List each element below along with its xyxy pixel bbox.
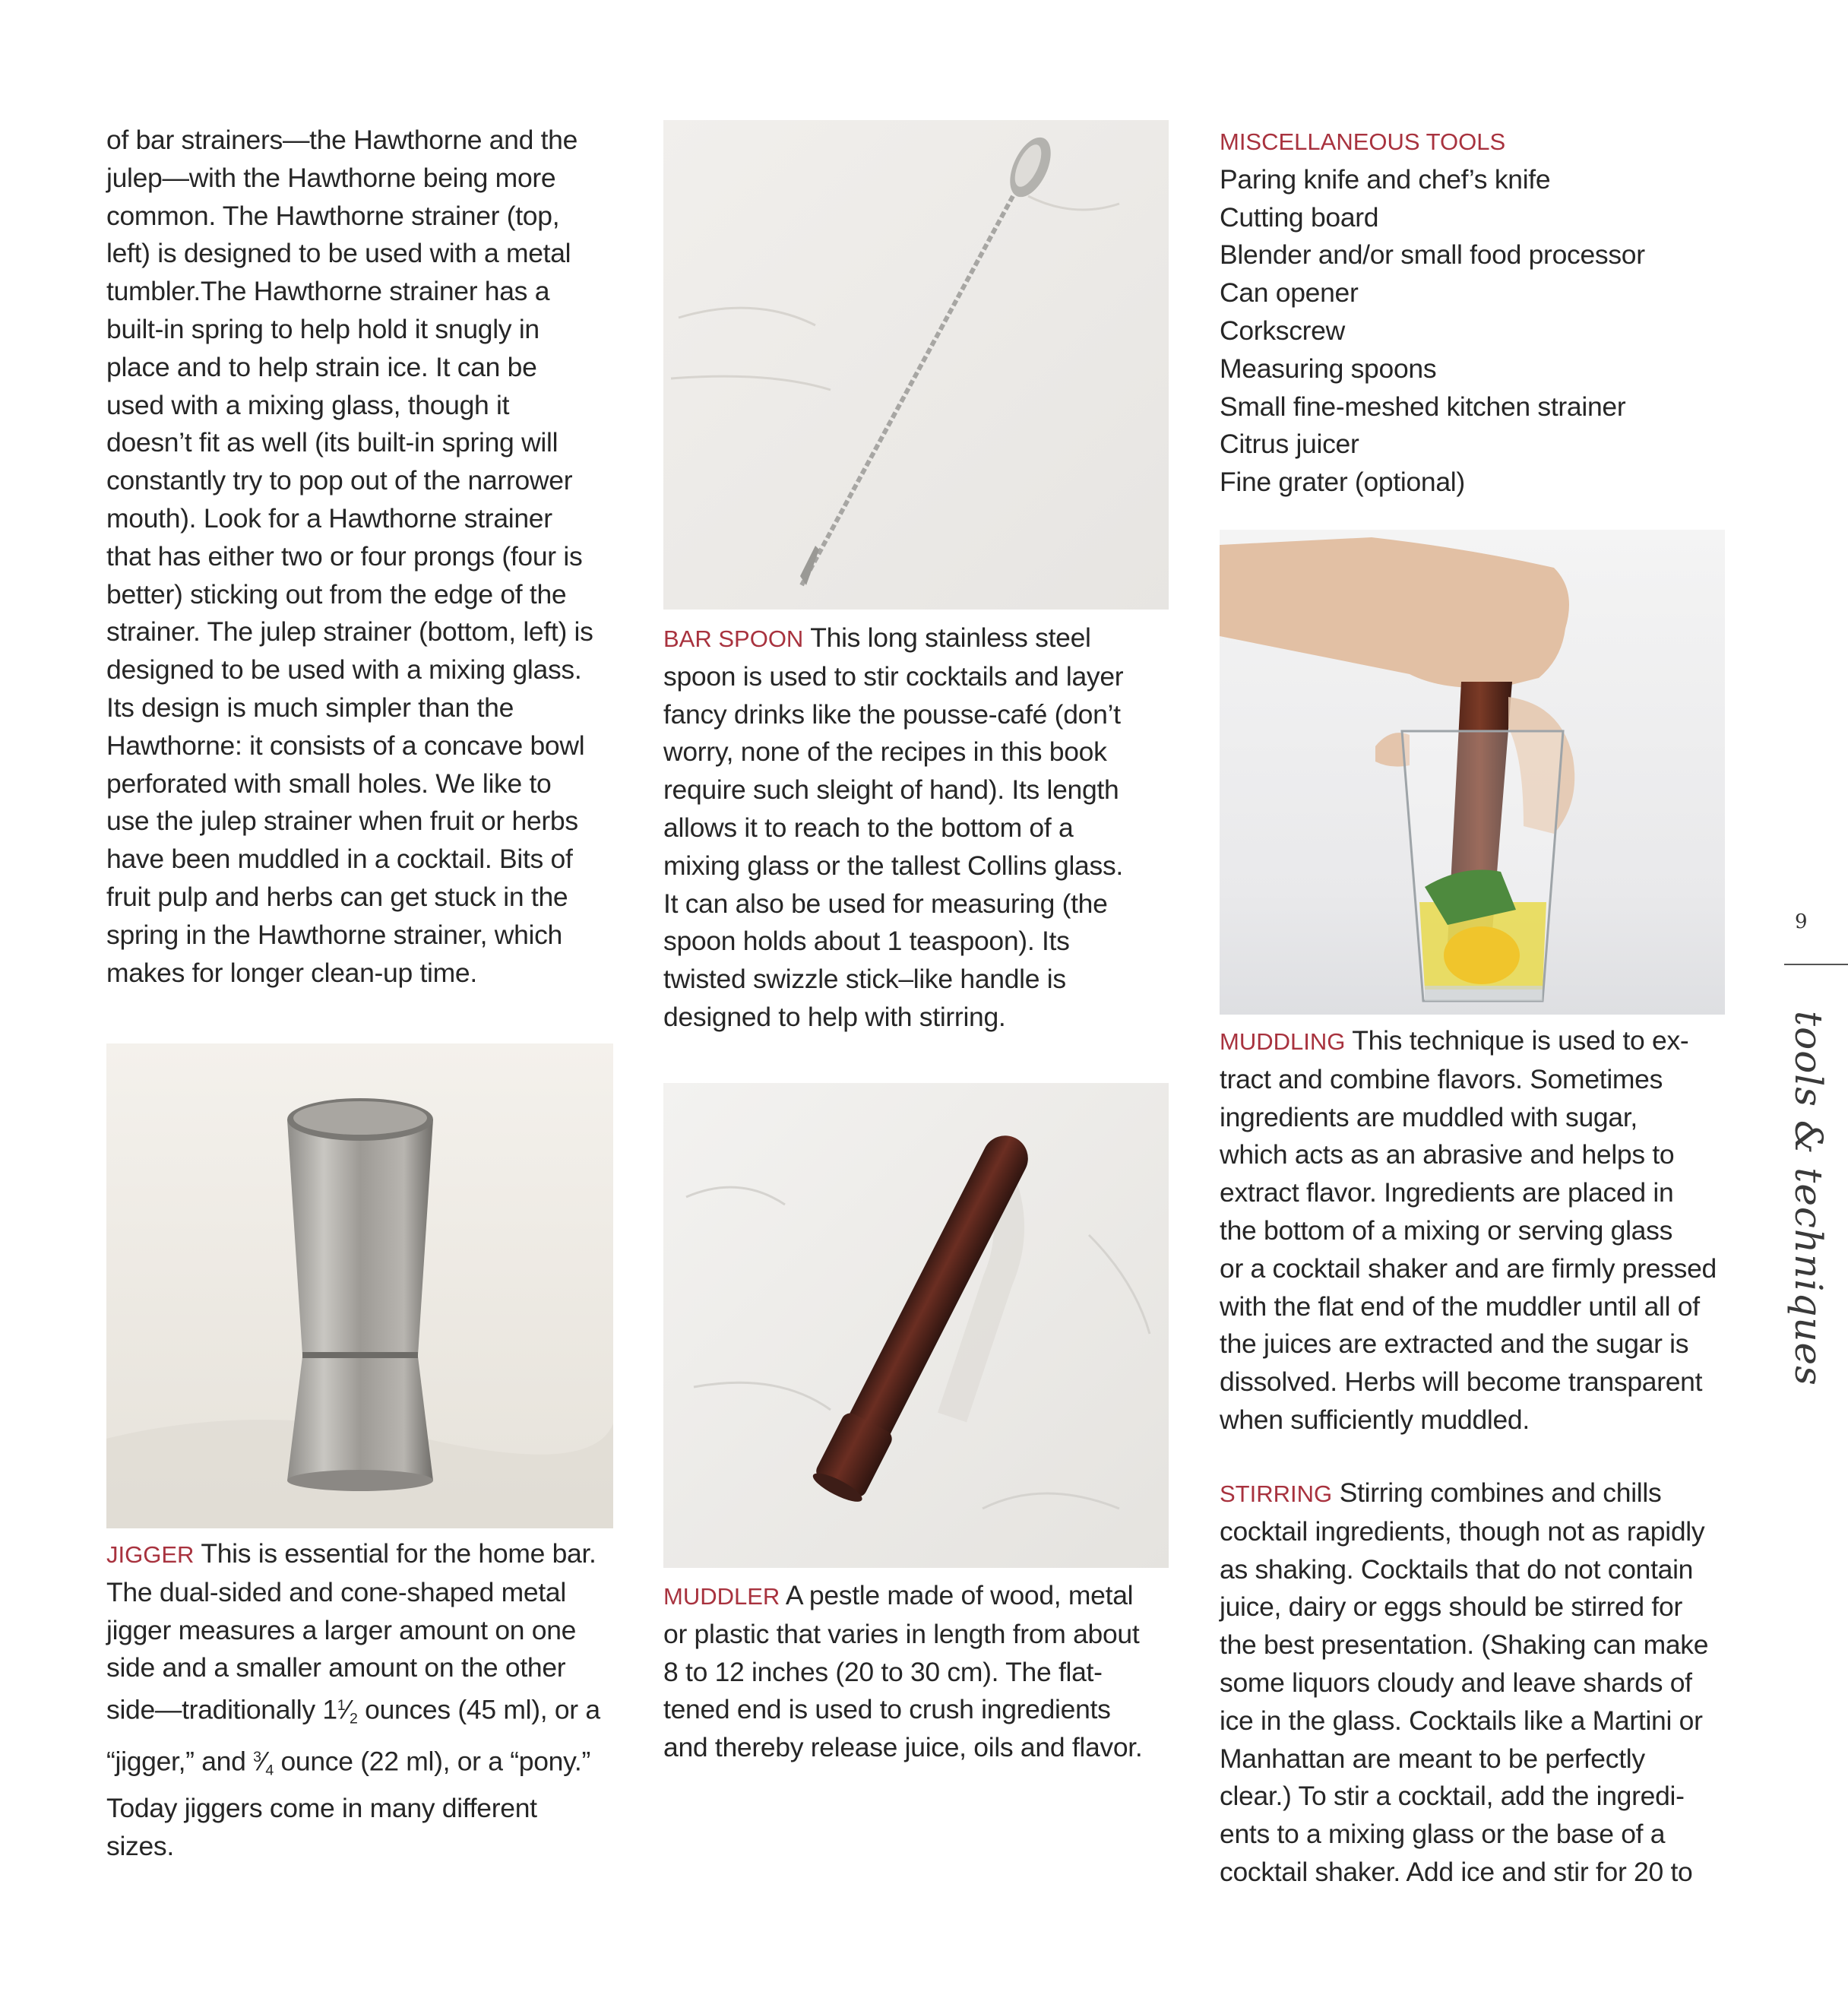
text-line: mixing glass or the tallest Collins glass.: [663, 850, 1123, 881]
jigger-caption: [106, 1535, 623, 1865]
text-line: juice, dairy or eggs should be stirred for: [1220, 1591, 1682, 1623]
list-item: Paring knife and chef’s knife: [1220, 163, 1551, 195]
text-line: doesn’t fit as well (its built-in spring will: [106, 427, 559, 458]
misc-tools-heading: MISCELLANEOUS TOOLS: [1220, 128, 1506, 155]
text-line: [663, 619, 1180, 658]
text-line: and thereby release juice, oils and flavor.: [663, 1732, 1143, 1763]
text-line: makes for longer clean-up time.: [106, 957, 477, 988]
caption-text: ounce (22 ml), or a “pony.”: [273, 1746, 591, 1777]
jigger-heading: JIGGER: [106, 1541, 195, 1568]
text-line: julep—with the Hawthorne being more: [106, 162, 556, 193]
chapter-label: [1786, 1011, 1831, 1386]
stirring-section: [1220, 1474, 1736, 1892]
text-line: tract and combine flavors. Sometimes: [1220, 1063, 1663, 1094]
text-line: some liquors cloudy and leave shards of: [1220, 1667, 1692, 1698]
text-line: The dual-sided and cone-shaped metal: [106, 1576, 566, 1607]
text-line: as shaking. Cocktails that do not contain: [1220, 1553, 1694, 1585]
margin-divider: [1784, 964, 1848, 965]
text-line: mouth). Look for a Hawthorne strainer: [106, 502, 552, 534]
text-line: [663, 1577, 1180, 1616]
caption-text: side—traditionally 1: [106, 1694, 337, 1725]
muddler-caption: [663, 1577, 1180, 1767]
text-line: when sufficiently muddled.: [1220, 1404, 1530, 1435]
caption-text: ounces (45 ml), or a: [357, 1694, 600, 1725]
text-line: require such sleight of hand). Its length: [663, 774, 1119, 806]
text-line: perforated with small holes. We like to: [106, 768, 552, 799]
text-line: which acts as an abrasive and helps to: [1220, 1139, 1675, 1170]
text-line: have been muddled in a cocktail. Bits of: [106, 844, 573, 875]
list-item: Citrus juicer: [1220, 429, 1359, 460]
text-line: spoon is used to stir cocktails and layer: [663, 660, 1124, 692]
text-line: “jigger,” and $^3⁄_4$ ounce (22 ml), or a “pony.”: [106, 1746, 591, 1779]
text-line: of bar strainers—the Hawthorne and the: [106, 125, 578, 155]
text-line: side and a smaller amount on the other: [106, 1652, 566, 1683]
text-line: [1220, 1474, 1736, 1513]
text-line: side—traditionally $1^1⁄_2$ ounces (45 ml), or a: [106, 1694, 600, 1727]
text-line: spring in the Hawthorne strainer, which: [106, 919, 562, 950]
muddler-photo: [663, 1083, 1169, 1568]
text-line: that has either two or four prongs (four is: [106, 540, 583, 572]
left-column-body: [106, 122, 623, 992]
text-line: spoon holds about 1 teaspoon). Its: [663, 926, 1070, 957]
text-line: twisted swizzle stick–like handle is: [663, 964, 1066, 995]
text-line: dissolved. Herbs will become transparent: [1220, 1366, 1703, 1398]
text-line: 8 to 12 inches (20 to 30 cm). The flat-: [663, 1656, 1103, 1687]
text-line: with the flat end of the muddler until all of: [1220, 1290, 1700, 1322]
list-item: Measuring spoons: [1220, 353, 1437, 384]
text-line: better) sticking out from the edge of the: [106, 578, 567, 610]
text-line: constantly try to pop out of the narrower: [106, 465, 573, 496]
caption-text: “jigger,” and: [106, 1746, 254, 1777]
list-item: Fine grater (optional): [1220, 467, 1465, 498]
text-line: worry, none of the recipes in this book: [663, 736, 1107, 768]
text-line: It can also be used for measuring (the: [663, 888, 1108, 919]
text-line: allows it to reach to the bottom of a: [663, 812, 1074, 843]
caption-text: Stirring combines and chills: [1339, 1477, 1662, 1508]
text-line: fancy drinks like the pousse-café (don’t: [663, 698, 1121, 730]
text-line: use the julep strainer when fruit or herbs: [106, 806, 578, 837]
fraction-denominator: 2: [350, 1710, 358, 1727]
caption-text: This is essential for the home bar.: [201, 1538, 596, 1569]
text-line: common. The Hawthorne strainer (top,: [106, 200, 560, 231]
caption-text: This long stainless steel: [810, 622, 1091, 653]
fraction-numerator: 3: [253, 1748, 261, 1765]
jigger-photo: [106, 1043, 613, 1528]
text-line: Manhattan are meant to be perfectly: [1220, 1743, 1645, 1774]
text-line: Its design is much simpler than the: [106, 692, 514, 723]
text-line: tumbler.The Hawthorne strainer has a: [106, 276, 550, 307]
muddling-image: [1220, 530, 1725, 1015]
bar-spoon-image: [663, 120, 1169, 610]
misc-tools-list: [1220, 161, 1736, 502]
text-line: or a cocktail shaker and are firmly pressed: [1220, 1252, 1717, 1284]
caption-text: A pestle made of wood, metal: [785, 1580, 1134, 1610]
text-line: Today jiggers come in many different: [106, 1792, 537, 1823]
text-line: [1220, 1022, 1736, 1061]
muddling-heading: MUDDLING: [1220, 1028, 1346, 1055]
muddling-section: [1220, 1022, 1736, 1439]
stirring-heading: STIRRING: [1220, 1480, 1333, 1507]
text-line: tened end is used to crush ingredients: [663, 1694, 1111, 1725]
text-line: extract flavor. Ingredients are placed in: [1220, 1177, 1674, 1208]
text-line: sizes.: [106, 1830, 174, 1861]
text-line: left) is designed to be used with a metal: [106, 238, 571, 269]
text-line: fruit pulp and herbs can get stuck in the: [106, 881, 568, 912]
misc-tools-section: [1220, 123, 1736, 502]
text-line: jigger measures a larger amount on one: [106, 1614, 577, 1645]
text-line: used with a mixing glass, though it: [106, 389, 510, 420]
text-line: the best presentation. (Shaking can make: [1220, 1629, 1709, 1661]
fraction-numerator: 1: [337, 1697, 346, 1715]
jigger-image: [106, 1043, 613, 1528]
text-line: built-in spring to help hold it snugly in: [106, 313, 540, 344]
caption-text: This technique is used to ex-: [1352, 1025, 1689, 1056]
text-line: cocktail shaker. Add ice and stir for 20 to: [1220, 1856, 1693, 1887]
text-line: designed to help with stirring.: [663, 1001, 1006, 1032]
page-number: 9: [1795, 910, 1808, 933]
bar-spoon-caption: [663, 619, 1180, 1037]
text-line: ents to a mixing glass or the base of a: [1220, 1819, 1666, 1850]
list-item: Corkscrew: [1220, 315, 1345, 346]
text-line: place and to help strain ice. It can be: [106, 351, 537, 382]
strainer-paragraph: [106, 122, 623, 992]
chapter-label-text: tools & techniques: [1786, 1011, 1831, 1386]
bar-spoon-heading: BAR SPOON: [663, 625, 804, 652]
text-line: designed to be used with a mixing glass.: [106, 654, 582, 686]
list-item: Cutting board: [1220, 201, 1379, 233]
fraction-denominator: 4: [265, 1762, 274, 1779]
list-item: Small fine-meshed kitchen strainer: [1220, 391, 1626, 422]
text-line: the bottom of a mixing or serving glass: [1220, 1214, 1673, 1246]
text-line: strainer. The julep strainer (bottom, left) is: [106, 616, 593, 648]
text-line: or plastic that varies in length from about: [663, 1618, 1140, 1649]
muddler-heading: MUDDLER: [663, 1583, 780, 1610]
bar-spoon-photo: [663, 120, 1169, 610]
list-item: Can opener: [1220, 277, 1359, 309]
text-line: Hawthorne: it consists of a concave bowl: [106, 730, 585, 761]
text-line: ingredients are muddled with sugar,: [1220, 1101, 1638, 1132]
text-line: clear.) To stir a cocktail, add the ingredi-: [1220, 1781, 1685, 1812]
text-line: ice in the glass. Cocktails like a Martini or: [1220, 1705, 1703, 1736]
muddling-photo: [1220, 530, 1725, 1015]
text-line: cocktail ingredients, though not as rapidly: [1220, 1515, 1705, 1547]
list-item: Blender and/or small food processor: [1220, 239, 1645, 271]
text-line: the juices are extracted and the sugar is: [1220, 1328, 1689, 1360]
muddler-image: [663, 1083, 1169, 1568]
text-line: [106, 1535, 623, 1574]
